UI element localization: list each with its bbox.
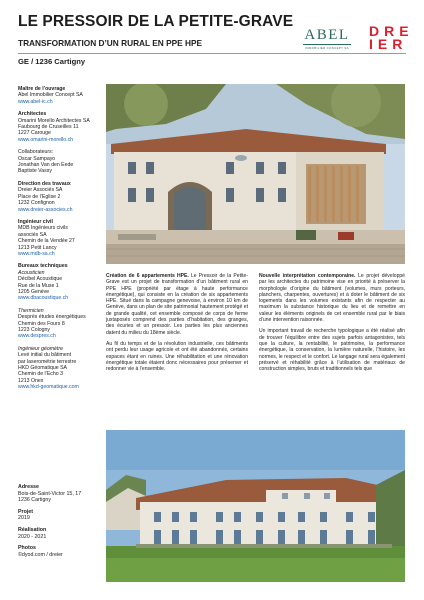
credit-line: Place de l’Eglise 2 <box>18 193 61 200</box>
credit-link[interactable]: www.despres.ch <box>18 333 56 340</box>
courtyard-photo <box>106 84 405 264</box>
project-location: GE / 1236 Cartigny <box>18 57 86 66</box>
footer-adresse <box>18 484 104 504</box>
dreier-logo-row2: IER <box>369 36 408 52</box>
credit-line: Jonathan Van den Eede <box>18 162 74 169</box>
dreier-logo <box>369 23 414 52</box>
footer-photos <box>18 545 104 558</box>
credits-sidebar <box>18 86 104 397</box>
credit-heading: Bureaux techniques <box>18 263 68 270</box>
credit-heading: Maître de l’ouvrage <box>18 86 66 92</box>
credit-link[interactable]: www.omarini-morello.ch <box>18 136 74 143</box>
footer-value: ©dyod.com / dreier <box>18 551 63 558</box>
credit-line: Oscar Sampayo <box>18 155 56 162</box>
credit-line: Faubourg de Cruseilles 11 <box>18 124 79 131</box>
credit-line: Desprès études énergétiques <box>18 314 86 321</box>
credit-collaborateurs <box>18 149 104 175</box>
credit-line: HKD Géomatique SA <box>18 365 68 372</box>
credit-link[interactable]: www.dbacoustique.ch <box>18 295 69 302</box>
credit-line: Levé initial du bâtiment <box>18 352 72 359</box>
credit-architectes <box>18 111 104 143</box>
page-subtitle: TRANSFORMATION D’UN RURAL EN PPE HPE <box>18 38 203 48</box>
credit-bureaux <box>18 263 104 301</box>
credit-maitre <box>18 86 104 105</box>
project-footer <box>18 484 104 563</box>
text-column-1 <box>106 273 248 377</box>
page-title: LE PRESSOIR DE LA PETITE-GRAVE <box>18 13 294 30</box>
credit-thermicien <box>18 308 104 340</box>
credit-line: associés SA <box>18 231 47 238</box>
paragraph-text: Le Pressoir de la Petite-Grave est un projet de transformation d’un bâtiment rural en PPE HPE (propriété par étage à haute performance énergétique), qui consiste en la création de six appartements HPE. Situé dans la campagne genevoise, à environ 10 km de Genève, dans un plan de site patrimonial hautement protégé et de grande qualité, cet ensemble composé de corps de ferme juxtaposés comprend des parties d’habitation, des granges, des écuries et un pressoir. Les parties les plus anciennes datent du milieu du 18ème siècle. <box>106 273 249 336</box>
footer-realisation <box>18 527 104 540</box>
credit-line: 1213 Petit Lancy <box>18 244 57 251</box>
credit-heading: Collaborateurs: <box>18 149 54 156</box>
footer-value: 2020 - 2021 <box>18 533 47 540</box>
credit-heading: Ingénieur civil <box>18 218 53 225</box>
credit-line: 1223 Cologny <box>18 327 51 333</box>
footer-heading: Réalisation <box>18 526 47 533</box>
credit-subheading: Ingénieur géomètre <box>18 345 63 352</box>
credit-line: Dreier Associés SA <box>18 187 63 194</box>
credit-line: Omarini Morello Architectes SA <box>18 117 90 124</box>
paragraph-text: Un important travail de recherche typologique a été réalisé afin de trouver l’équilibre entre des sujets parfois antagonistes, tels que la culture, la rentabilité, le patrimoine, la performance énergétique, la conservation, la lumière naturelle, l’histoire, les normes, le respect et le confort. Le langage rural sera également préservé et réhabilité grâce à l’utilisation de matériaux de construction simples, bruts et traditionnels tels que <box>259 328 405 373</box>
header-divider <box>18 53 406 54</box>
credit-line: Chemin des Fours 8 <box>18 320 65 327</box>
footer-value: Bois-de-Saint-Victor 15, 17 <box>18 490 82 497</box>
credit-line: 1213 Onex <box>18 377 44 384</box>
footer-value: 1236 Cartigny <box>18 497 51 504</box>
credit-direction <box>18 181 104 213</box>
credit-heading: Architectes <box>18 111 47 118</box>
credit-ingenieur-civil <box>18 219 104 257</box>
credit-line: MDB Ingénieurs civils <box>18 225 68 232</box>
paragraph-lead: Création de 6 appartements HPE. <box>106 273 189 279</box>
dreier-logo-row1: DRE <box>369 23 414 39</box>
credit-line: Rue de la Muse 1 <box>18 282 59 289</box>
paragraph-text: Au fil du temps et de la révolution industrielle, ces bâtiments ont perdu leur usage agricole et ont été abandonnés, certains espaces étant en ruines. Une réhabilitation et une rénovation énergétique totale étaient donc nécessaires pour préserver et redonner vie à l’ensemble. <box>106 340 248 373</box>
credit-line: Abel Immobilier Concept SA <box>18 92 83 99</box>
footer-value: 2019 <box>18 515 30 522</box>
credit-subheading: Acousticien <box>18 269 45 276</box>
credit-line: par laserométrie terrestre <box>18 358 77 365</box>
abel-logo-word: ABEL <box>304 27 350 43</box>
facade-photo <box>106 430 405 582</box>
credit-line: Baptiste Vassy <box>18 168 52 175</box>
paragraph-text: Le projet développé par les architectes du patrimoine vise en priorité à préserver la morphologie d’origine du bâtiment (volumes, murs porteurs, planchers, charpentes, ouvertures) et à doter le bâtiment de six logements dans les volumes existants afin de respecter au maximum la substance historique du lieu et de remettre en valeur les éléments originels de cet ensemble rural par le biais d’une intervention raisonnée. <box>259 273 405 324</box>
credit-subheading: Thermicien <box>18 307 44 314</box>
credit-line: Décibel Acoustique <box>18 276 63 283</box>
footer-heading: Projet <box>18 508 34 515</box>
text-column-2 <box>259 273 405 377</box>
credit-link[interactable]: www.abel-ic.ch <box>18 98 53 105</box>
credit-geometre <box>18 346 104 391</box>
credit-heading: Direction des travaux <box>18 180 71 187</box>
footer-projet <box>18 509 104 522</box>
abel-logo <box>303 28 351 50</box>
credit-link[interactable]: www.hkd-geomatique.com <box>18 384 79 391</box>
paragraph-lead: Nouvelle interprétation contemporaine. <box>259 273 356 279</box>
credit-line: Chemin de la Vendée 27 <box>18 238 75 245</box>
credit-line: 1205 Genève <box>18 288 50 295</box>
credit-link[interactable]: www.mdb-sa.ch <box>18 250 55 257</box>
footer-heading: Photos <box>18 545 36 552</box>
credit-link[interactable]: www.dreier-associes.ch <box>18 206 73 213</box>
abel-logo-tagline: IMMOBILIER CONCEPT SA <box>303 44 351 50</box>
footer-heading: Adresse <box>18 484 39 490</box>
credit-line: 1227 Carouge <box>18 130 51 137</box>
credit-line: Chemin de l’Echo 3 <box>18 371 63 378</box>
credit-line: 1232 Confignon <box>18 200 55 207</box>
